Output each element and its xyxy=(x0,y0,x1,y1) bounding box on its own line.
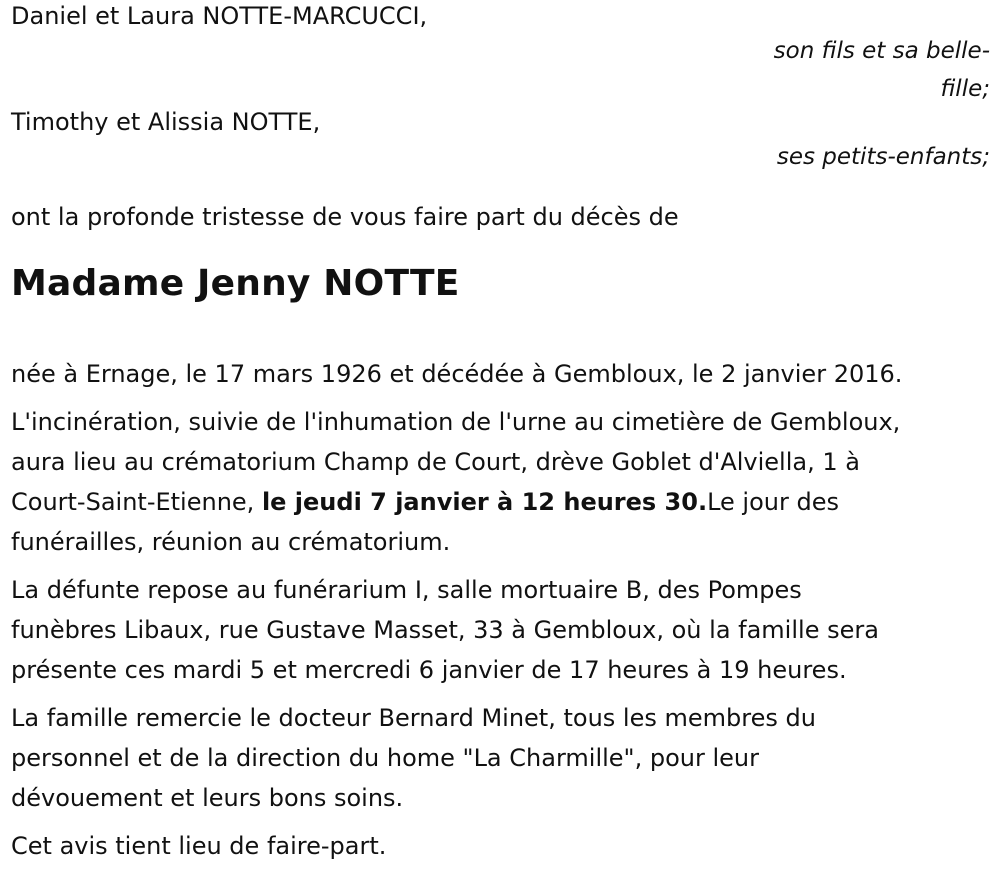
ceremony-place: Court-Saint-Etienne, xyxy=(11,488,262,516)
announcer-name: Daniel et Laura NOTTE-MARCUCCI, xyxy=(11,2,428,30)
thanks-line: dévouement et leurs bons soins. xyxy=(11,784,404,812)
announcer-relation-line: son fils et sa belle- xyxy=(773,38,990,64)
repose-line: funèbres Libaux, rue Gustave Masset, 33 à Gembloux, où la famille sera xyxy=(11,616,879,644)
ceremony-line xyxy=(11,482,990,522)
intro-text: ont la profonde tristesse de vous faire part du décès de xyxy=(11,203,679,231)
ceremony-line: funérailles, réunion au crématorium. xyxy=(11,528,451,556)
announcer-relation: ses petits-enfants; xyxy=(776,144,990,170)
ceremony-line: aura lieu au crématorium Champ de Court, drève Goblet d'Alviella, 1 à xyxy=(11,448,860,476)
thanks-line: La famille remercie le docteur Bernard Minet, tous les membres du xyxy=(11,704,816,732)
repose-line: La défunte repose au funérarium I, salle mortuaire B, des Pompes xyxy=(11,576,802,604)
ceremony-line: L'incinération, suivie de l'inhumation de l'urne au cimetière de Gembloux, xyxy=(11,408,901,436)
announcer-relation-line: fille; xyxy=(940,76,990,102)
birth-death-paragraph: née à Ernage, le 17 mars 1926 et décédée à Gembloux, le 2 janvier 2016. xyxy=(11,360,903,388)
announcer-name: Timothy et Alissia NOTTE, xyxy=(11,108,321,136)
ceremony-followup: Le jour des xyxy=(707,488,839,516)
deceased-name: Madame Jenny NOTTE xyxy=(11,263,460,304)
ceremony-paragraph xyxy=(11,402,990,562)
announcer-block-1 xyxy=(11,0,990,108)
repose-line: présente ces mardi 5 et mercredi 6 janvier de 17 heures à 19 heures. xyxy=(11,656,847,684)
closing-text: Cet avis tient lieu de faire-part. xyxy=(11,832,387,860)
ceremony-date-time: le jeudi 7 janvier à 12 heures 30. xyxy=(261,488,708,516)
announcer-relation xyxy=(690,32,990,108)
repose-paragraph xyxy=(11,570,990,690)
announcer-block-2 xyxy=(11,106,990,176)
thanks-line: personnel et de la direction du home "La Charmille", pour leur xyxy=(11,744,759,772)
thanks-paragraph xyxy=(11,698,990,818)
